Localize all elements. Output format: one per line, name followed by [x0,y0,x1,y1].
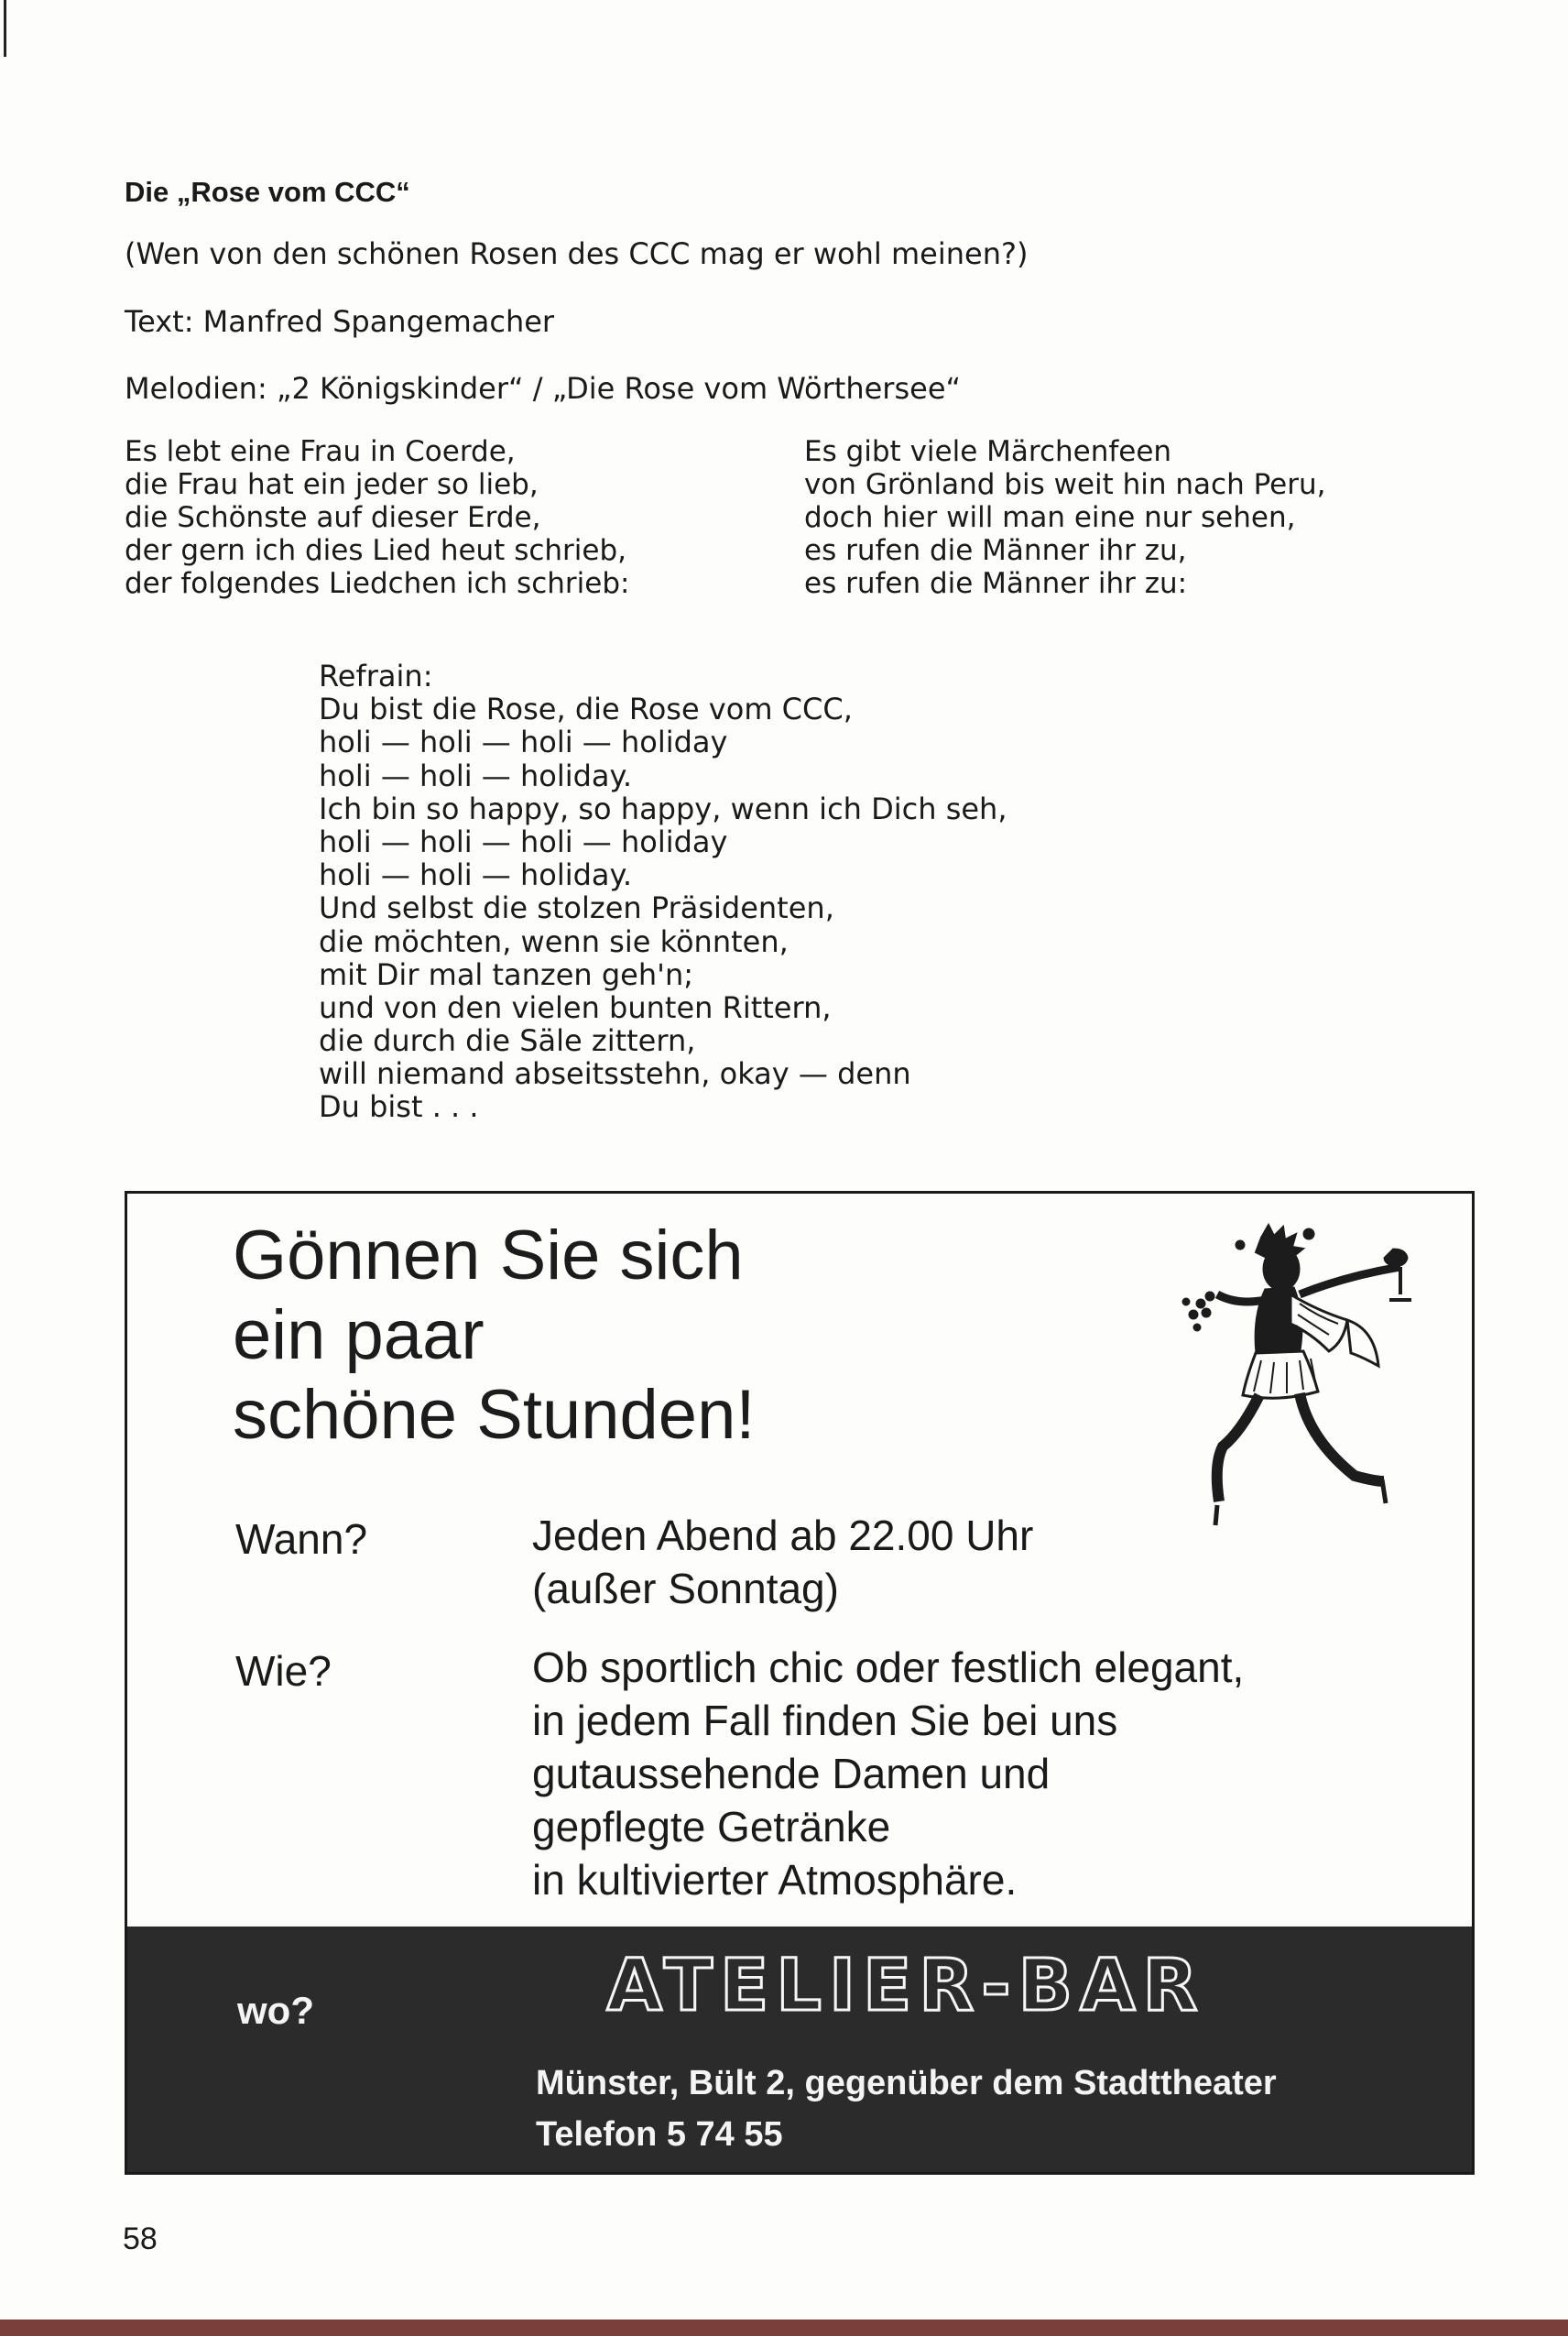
refrain-line: Und selbst die stolzen Präsidenten, [319,890,834,926]
refrain-line: holi — holi — holiday. [319,857,633,893]
verse-line: doch hier will man eine nur sehen, [804,501,1296,534]
refrain-line: Du bist . . . [319,1089,479,1125]
refrain [319,660,1007,1124]
refrain-line: mit Dir mal tanzen geh'n; [319,956,693,992]
verse-line: es rufen die Männer ihr zu: [804,567,1188,600]
verse-line: Es gibt viele Märchenfeen [804,435,1172,468]
advertisement-box [125,1191,1475,2175]
verse-line: der folgendes Liedchen ich schrieb: [125,567,630,600]
page-edge-line [4,0,6,57]
wie-line: in jedem Fall finden Sie bei uns [532,1697,1118,1744]
wann-line: Jeden Abend ab 22.00 Uhr [532,1512,1034,1559]
address: Münster, Bült 2, gegenüber dem Stadttheater [536,2064,1277,2102]
wie-value [532,1641,1244,1906]
refrain-line: Ich bin so happy, so happy, wenn ich Dich seh, [319,791,1007,826]
refrain-line: holi — holi — holiday. [319,758,633,793]
refrain-line: holi — holi — holi — holiday [319,725,728,760]
contact-band [127,1927,1472,2172]
atelier-bar-logo: ATELIER-BAR [606,1945,1205,2027]
wie-line: Ob sportlich chic oder festlich elegant, [532,1643,1245,1691]
verse-line: von Grönland bis weit hin nach Peru, [804,468,1326,501]
wie-line: in kultivierter Atmosphäre. [532,1856,1018,1904]
wie-line: gepflegte Getränke [532,1803,891,1850]
wie-line: gutaussehende Damen und [532,1750,1051,1797]
refrain-line: Du bist die Rose, die Rose vom CCC, [319,692,853,727]
verse-line: die Schönste auf dieser Erde, [125,501,541,534]
ad-headline [233,1216,755,1455]
phone-number: Telefon 5 74 55 [536,2115,783,2154]
verse-line: die Frau hat ein jeder so lieb, [125,468,539,501]
refrain-line: Refrain: [319,659,433,693]
refrain-line: will niemand abseitsstehn, okay — denn [319,1056,911,1092]
verse-line: der gern ich dies Lied heut schrieb, [125,534,626,567]
wie-label: Wie? [235,1647,332,1695]
bacchus-figure-icon [1153,1212,1455,1556]
refrain-line: und von den vielen bunten Rittern, [319,989,832,1025]
wo-label: wo? [237,1989,314,2032]
refrain-line: holi — holi — holi — holiday [319,824,728,859]
verse-right [804,435,1326,600]
song-title: Die „Rose vom CCC“ [125,176,410,208]
page-number: 58 [123,2221,158,2256]
refrain-line: die durch die Säle zittern, [319,1023,696,1059]
song-subtitle: (Wen von den schönen Rosen des CCC mag er wohl meinen?) [125,236,1029,271]
headline-line: Gönnen Sie sich [233,1217,744,1294]
wann-line: (außer Sonntag) [532,1565,839,1612]
melody-credit: Melodien: „2 Königskinder“ / „Die Rose vom Wörthersee“ [125,371,962,406]
wann-label: Wann? [235,1515,368,1563]
verse-left [125,435,629,600]
verse-line: Es lebt eine Frau in Coerde, [125,435,516,468]
wann-value [532,1509,1033,1615]
text-credit: Text: Manfred Spangemacher [125,304,555,339]
verse-line: es rufen die Männer ihr zu, [804,534,1187,567]
page-bottom-strip [0,2320,1568,2336]
headline-line: ein paar [233,1296,485,1374]
refrain-line: die möchten, wenn sie könnten, [319,923,789,959]
headline-line: schöne Stunden! [233,1376,756,1454]
